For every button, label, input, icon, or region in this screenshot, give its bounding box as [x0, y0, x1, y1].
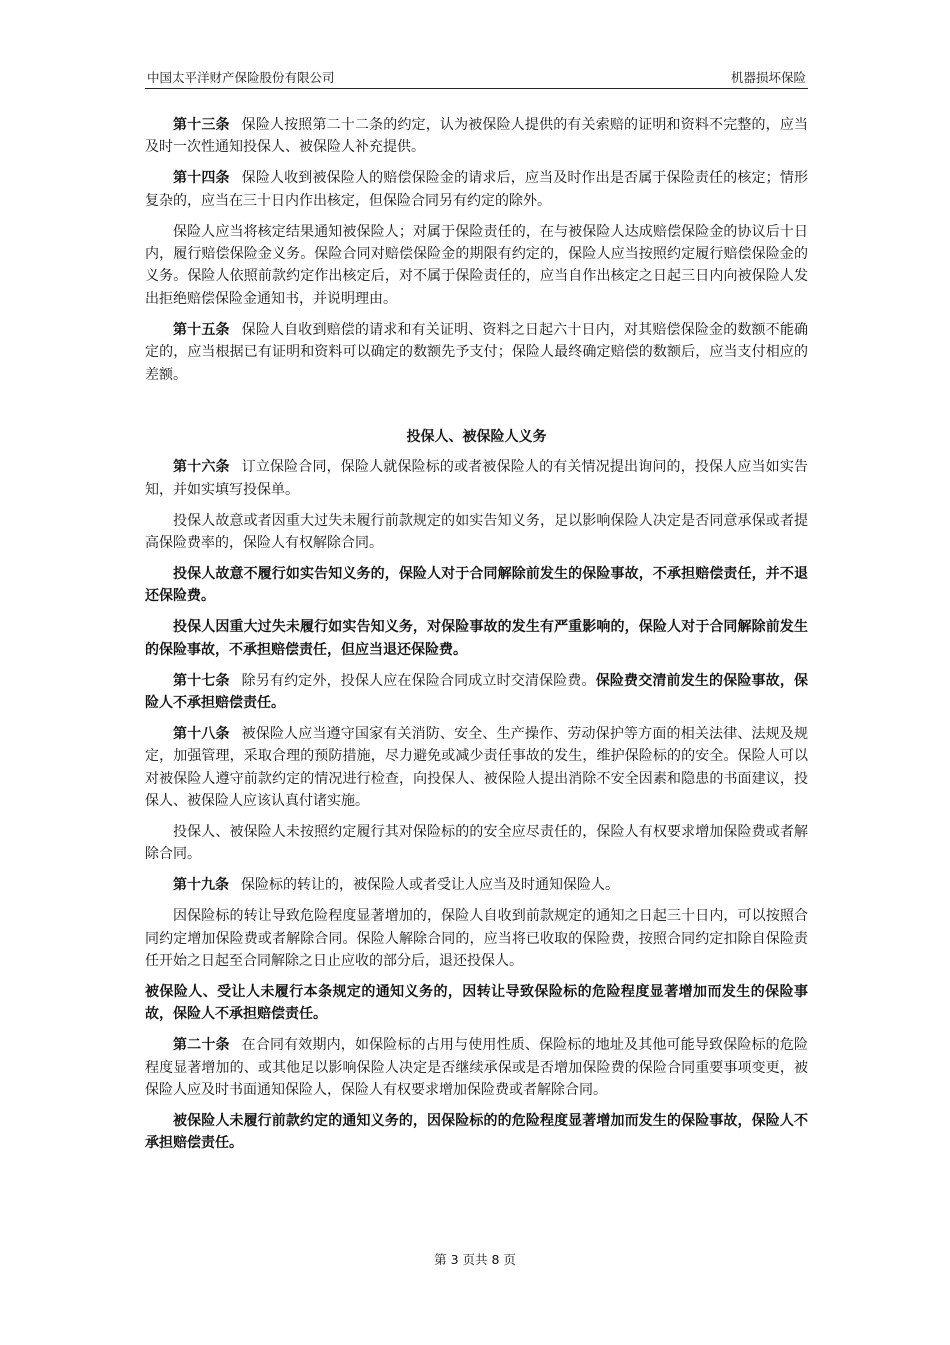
article-13: [145, 114, 808, 159]
page-number: 第 3 页共 8 页: [434, 1252, 516, 1267]
article-20-para2: 被保险人未履行前款约定的通知义务的，因保险标的的危险程度显著增加而发生的保险事故，保险人不承担赔偿责任。: [145, 1113, 808, 1152]
article-16: [145, 456, 808, 501]
article-label: 第十四条: [173, 170, 230, 187]
page-header: [145, 66, 808, 89]
product-name: 机器损坏保险: [730, 70, 806, 85]
article-16-para2: 投保人故意或者因重大过失未履行前款规定的如实告知义务，足以影响保险人决定是否同意承保或者提高保险费率的，保险人有权解除合同。: [145, 512, 808, 552]
section-title: 投保人、被保险人义务: [406, 428, 547, 445]
article-text: 订立保险合同，保险人就保险标的或者被保险人的有关情况提出询问的，投保人应当如实告知，并如实填写投保单。: [145, 459, 809, 498]
article-17: [145, 670, 808, 715]
article-label: 第二十条: [173, 1037, 230, 1054]
article-16-para4: 投保人因重大过失未履行如实告知义务，对保险事故的发生有严重影响的，保险人对于合同解除前发生的保险事故，不承担赔偿责任，但应当退还保险费。: [145, 619, 808, 658]
article-19-para3: 被保险人、受让人未履行本条规定的通知义务的，因转让导致保险标的危险程度显著增加而发生的保险事故，保险人不承担赔偿责任。: [145, 984, 808, 1023]
article-text: 保险人按照第二十二条的约定，认为被保险人提供的有关索赔的证明和资料不完整的，应当及时一次性通知投保人、被保险人补充提供。: [145, 117, 809, 156]
article-18: [145, 723, 808, 813]
article-text: 除另有约定外，投保人应在保险合同成立时交清保险费。: [241, 672, 596, 689]
article-label: 第十九条: [173, 877, 229, 894]
article-20: [145, 1034, 808, 1101]
article-14-para2: 保险人应当将核定结果通知被保险人；对属于保险责任的，在与被保险人达成赔偿保险金的协议后十日内，履行赔偿保险金义务。保险合同对赔偿保险金的期限有约定的，保险人应当按照约定履行赔偿保险金的义务。保险人依照前款约定作出核定后，对不属于保险责任的，应当自作出核定之日起三日内向被保险人发出拒绝赔偿保险金通知书，并说明理由。: [145, 223, 808, 307]
article-label: 第十三条: [173, 117, 230, 133]
article-19: [145, 874, 808, 896]
article-label: 第十六条: [173, 459, 230, 476]
article-text: 被保险人应当遵守国家有关消防、安全、生产操作、劳动保护等方面的相关法律、法规及规定，加强管理，采取合理的预防措施，尽力避免或减少责任事故的发生，维护保险标的的安全。保险人可以对被保险人遵守前款约定的情况进行检查，向投保人、被保险人提出消除不安全因素和隐患的书面建议，投保人、被保险人应该认真付诸实施。: [145, 725, 809, 810]
article-18-para2: 投保人、被保险人未按照约定履行其对保险标的的安全应尽责任的，保险人有权要求增加保险费或者解除合同。: [145, 824, 808, 863]
article-19-para2: 因保险标的转让导致危险程度显著增加的，保险人自收到前款规定的通知之日起三十日内，可以按照合同约定增加保险费或者解除合同。保险人解除合同的，应当将已收取的保险费，按照合同约定扣除自保险责任开始之日起至合同解除之日止应收的部分后，退还投保人。: [145, 908, 808, 970]
article-text-bold: 保险费交清前发生的保险事故，保险人不承担赔偿责任。: [145, 672, 809, 712]
article-text: 在合同有效期内，如保险标的占用与使用性质、保险标的地址及其他可能导致保险标的危险程度显著增加的、或其他足以影响保险人决定是否继续承保或是否增加保险费的保险合同重要事项变更，被保险人应及时书面通知保险人，保险人有权要求增加保险费或者解除合同。: [145, 1037, 809, 1099]
article-label: 第十七条: [173, 672, 230, 689]
article-text: 保险标的转让的，被保险人或者受让人应当及时通知保险人。: [241, 877, 619, 894]
article-text: 保险人自收到赔偿的请求和有关证明、资料之日起六十日内，对其赔偿保险金的数额不能确定的，应当根据已有证明和资料可以确定的数额先予支付；保险人最终确定赔偿的数额后，应当支付相应的差额。: [145, 321, 809, 383]
company-name: 中国太平洋财产保险股份有限公司: [147, 70, 335, 85]
article-16-para3: 投保人故意不履行如实告知义务的，保险人对于合同解除前发生的保险事故，不承担赔偿责任，并不退还保险费。: [145, 566, 808, 605]
article-text: 保险人收到被保险人的赔偿保险金的请求后，应当及时作出是否属于保险责任的核定；情形复杂的，应当在三十日内作出核定，但保险合同另有约定的除外。: [145, 170, 809, 209]
document-body: [145, 114, 808, 1163]
article-15: [145, 319, 808, 386]
article-label: 第十八条: [173, 725, 230, 742]
article-label: 第十五条: [173, 321, 230, 338]
article-14: [145, 167, 808, 212]
